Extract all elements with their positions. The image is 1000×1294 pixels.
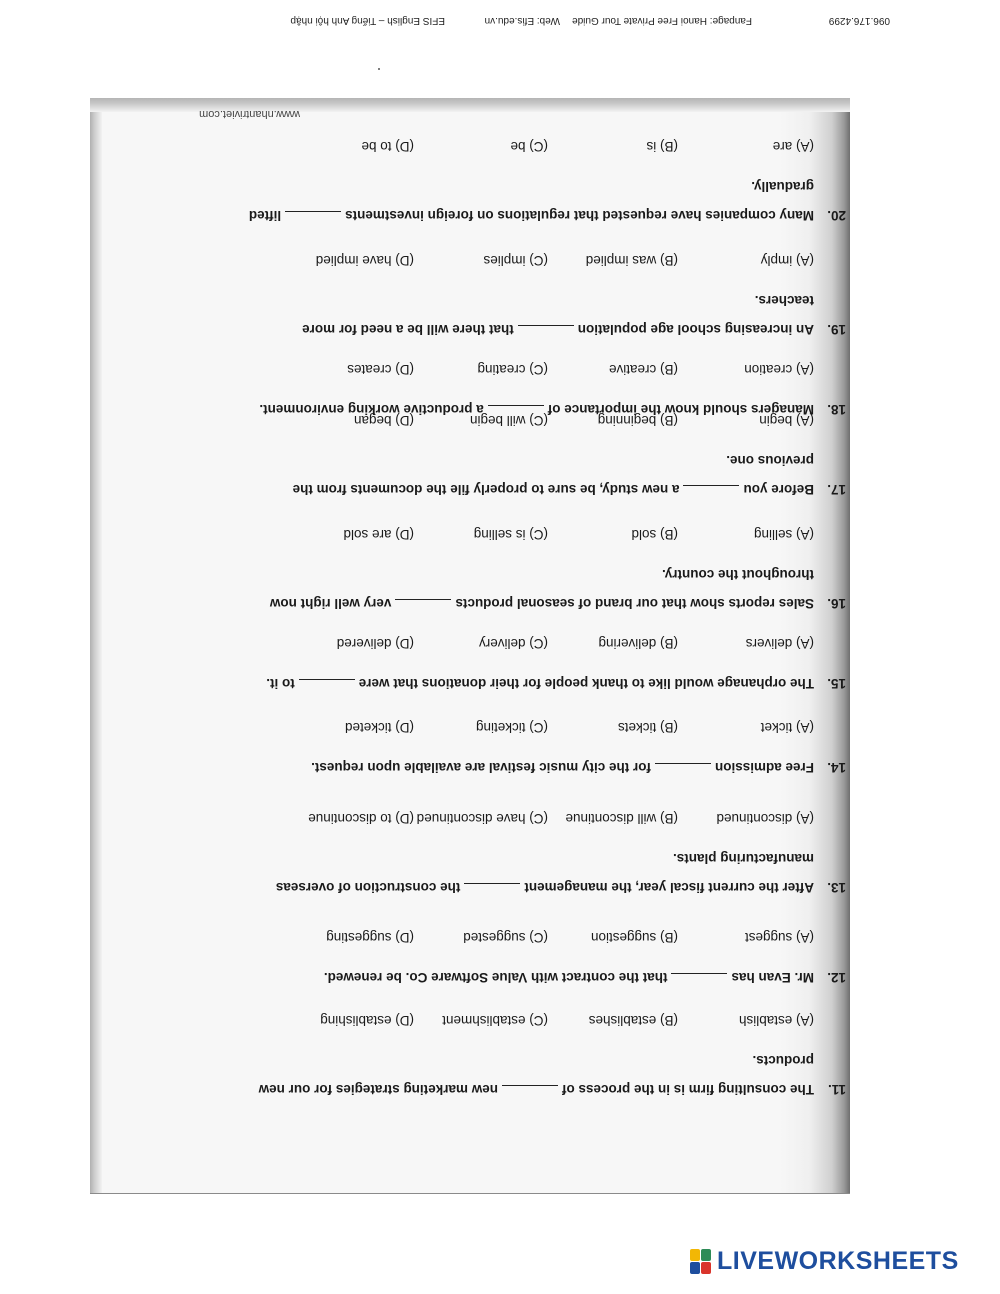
answer-option: (D) are sold: [343, 527, 414, 542]
answer-option: (D) began: [353, 413, 414, 428]
question-stem: [238, 669, 846, 698]
answer-option: (D) have implied: [315, 253, 414, 268]
answer-option: (B) is: [646, 139, 678, 154]
question-number: 16.: [827, 596, 846, 611]
question-stem: [238, 201, 846, 230]
answer-blank[interactable]: [285, 211, 341, 222]
stem-continuation: products.: [752, 1053, 814, 1068]
answer-options: [238, 249, 838, 275]
answer-blank[interactable]: [671, 973, 727, 984]
answer-blank[interactable]: [518, 325, 574, 336]
answer-option: (B) delivering: [598, 636, 678, 651]
question-number: 15.: [827, 676, 846, 691]
logo-tile: [690, 1249, 700, 1261]
answer-option: (A) creation: [744, 362, 814, 377]
question-14: [238, 716, 846, 782]
stem-text: The orphanage would like to thank people for their donations that were: [358, 676, 814, 691]
question-16: [238, 523, 846, 618]
answer-blank[interactable]: [299, 679, 355, 690]
stem-text: The consulting firm is in the process of: [561, 1082, 814, 1097]
liveworksheets-logo: [690, 1244, 1000, 1280]
answer-option: (A) selling: [753, 527, 814, 542]
question-number: 14.: [827, 760, 846, 775]
answer-options: [238, 1009, 838, 1035]
question-stem: [238, 395, 846, 424]
question-stem: [238, 446, 846, 504]
answer-option: (C) will begin: [469, 413, 548, 428]
answer-option: (D) suggesting: [326, 930, 414, 945]
answer-option: (A) ticket: [760, 720, 814, 735]
question-stem: [238, 963, 846, 992]
answer-option: (C) delivery: [478, 636, 548, 651]
logo-tile: [701, 1262, 711, 1274]
answer-option: (B) creative: [608, 362, 678, 377]
answer-option: (D) establishing: [320, 1013, 414, 1028]
answer-option: (D) to be: [361, 139, 414, 154]
question-stem: [238, 873, 846, 902]
answer-options: [238, 807, 838, 833]
answer-option: (B) will discontinue: [565, 811, 678, 826]
answer-options: [238, 632, 838, 658]
answer-options: [238, 523, 838, 549]
question-13: [238, 807, 846, 902]
question-19: [238, 249, 846, 344]
answer-blank[interactable]: [655, 763, 711, 774]
answer-option: (A) delivers: [745, 636, 814, 651]
answer-option: (C) suggested: [463, 930, 548, 945]
stem-text: Sales reports show that our brand of seasonal products: [455, 596, 814, 611]
answer-option: (A) begin: [759, 413, 814, 428]
stem-continuation: gradually.: [751, 179, 814, 194]
answer-options: [238, 926, 838, 952]
answer-options: [238, 135, 838, 161]
answer-option: (C) establishment: [442, 1013, 548, 1028]
stem-text: that the contract with Value Software Co. be renewed.: [323, 970, 668, 985]
answer-option: (B) sold: [631, 527, 678, 542]
logo-tile: [701, 1249, 711, 1261]
answer-option: (C) is selling: [473, 527, 548, 542]
stem-text: a new study, be sure to properly file the documents from the previous one.: [292, 453, 814, 497]
question-number: 17.: [827, 482, 846, 497]
header-fanpage: Fanpage: Hanoi Free Private Tour Guide: [572, 15, 752, 26]
question-number: 11.: [827, 1082, 846, 1097]
stem-continuation: teachers.: [754, 293, 814, 308]
question-stem: [238, 753, 846, 782]
question-15: [238, 632, 846, 698]
question-number: 13.: [827, 880, 846, 895]
answer-options: [238, 358, 838, 384]
header-phone: 096.176.4299: [828, 15, 890, 26]
answer-option: (D) to discontinue: [308, 811, 414, 826]
question-18: [238, 358, 846, 424]
stem-text: that there will be a need for more: [302, 322, 514, 337]
answer-options: [238, 716, 838, 742]
question-12: [238, 926, 846, 992]
answer-option: (A) establish: [738, 1013, 814, 1028]
header-school: EFIS English – Tiếng Anh hội nhập: [290, 15, 445, 26]
answer-blank[interactable]: [502, 1085, 558, 1096]
answer-option: (B) suggestion: [590, 930, 678, 945]
stem-text: Before you: [743, 482, 814, 497]
logo-tile: [690, 1262, 700, 1274]
stem-text: to it.: [266, 676, 295, 691]
stem-text: lifted: [248, 208, 282, 223]
answer-option: (A) suggest: [744, 930, 814, 945]
stem-text: Mr. Evan has: [731, 970, 814, 985]
stem-text: Free admission: [714, 760, 814, 775]
stem-text: new marketing strategies for our new: [258, 1082, 498, 1097]
scan-edge-right: [90, 98, 102, 1193]
answer-option: (B) was implied: [585, 253, 678, 268]
question-number: 19.: [827, 322, 846, 337]
stem-continuation: manufacturing plants.: [672, 851, 814, 866]
answer-option: (B) tickets: [617, 720, 678, 735]
answer-option: (D) delivered: [336, 636, 414, 651]
stem-text: Many companies have requested that regulations on foreign investments: [345, 208, 814, 223]
answer-option: (C) have discontinued: [416, 811, 548, 826]
watermark-url: www.nhantriviet.com: [199, 108, 300, 120]
question-number: 12.: [827, 970, 846, 985]
answer-option: (C) be: [510, 139, 548, 154]
page-header: [0, 8, 1000, 32]
answer-option: (C) implies: [483, 253, 548, 268]
stem-text: a productive working environment.: [259, 402, 484, 417]
question-stem: [238, 1075, 846, 1104]
stem-text: Managers should know the importance of: [547, 402, 814, 417]
question-20: [238, 135, 846, 230]
header-web: Web: Efis.edu.vn: [484, 15, 560, 26]
answer-blank[interactable]: [464, 883, 520, 894]
stem-text: very well right now: [269, 596, 392, 611]
answer-option: (A) are: [772, 139, 814, 154]
speck: [378, 68, 380, 70]
question-11: [238, 1009, 846, 1104]
stem-text: for the city music festival are available upon request.: [311, 760, 651, 775]
stem-continuation: throughout the country.: [662, 567, 814, 582]
stem-text: After the current fiscal year, the management: [524, 880, 814, 895]
answer-option: (A) imply: [760, 253, 814, 268]
logo-wordmark: LIVEWORKSHEETS: [717, 1247, 959, 1275]
answer-option: (B) beginning: [597, 413, 678, 428]
answer-option: (A) discontinued: [716, 811, 814, 826]
answer-option: (D) ticketed: [344, 720, 414, 735]
question-stem: [238, 589, 846, 618]
answer-blank[interactable]: [488, 405, 544, 416]
answer-option: (B) establishes: [588, 1013, 678, 1028]
logo-tiles-icon: [690, 1249, 712, 1275]
question-number: 20.: [827, 208, 846, 223]
answer-blank[interactable]: [395, 599, 451, 610]
answer-option: (C) ticketing: [475, 720, 548, 735]
answer-option: (C) creating: [477, 362, 548, 377]
question-number: 18.: [827, 402, 846, 417]
question-stem: [238, 315, 846, 344]
stem-text: An increasing school age population: [577, 322, 814, 337]
stem-text: the construction of overseas: [275, 880, 461, 895]
answer-option: (D) creates: [347, 362, 414, 377]
answer-blank[interactable]: [683, 485, 739, 496]
